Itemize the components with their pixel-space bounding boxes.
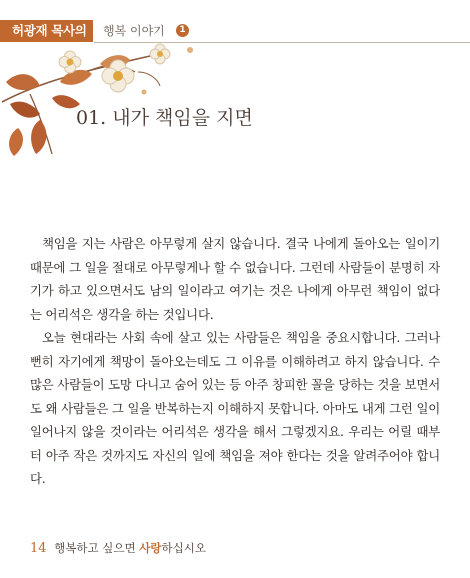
paragraph: 책임을 지는 사람은 아무렇게 살지 않습니다. 결국 나에게 돌아오는 일이기 때문에 그 일을 절대로 아무렇게나 할 수 없습니다. 그런데 사람들이 분명히 자기가 하고 있으면서도 남의 일이라고 여기는 것은 나에게 아무런 책임이 없다는 어리석은 생각을 하는 것입니다. — [30, 236, 440, 322]
book-title-emphasis: 사랑 — [139, 541, 162, 555]
header-volume-badge: 1 — [176, 24, 189, 37]
body-text — [30, 232, 440, 491]
page-footer — [30, 540, 206, 556]
paragraph: 오늘 현대라는 사회 속에 살고 있는 사람들은 책임을 중요시합니다. 그러나 뻔히 자기에게 책망이 돌아오는데도 그 이유를 이해하려고 하지 않습니다. 수많은 사람들이 도망 다니고 숨어 있는 등 아주 창피한 꼴을 당하는 것을 보면서도 왜 사람들은 그 일을 반복하는지 이해하지 못합니다. 아마도 내게 그런 일이 일어나지 않을 것이라는 어리석은 생각을 해서 그렇겠지요. 우리는 어릴 때부터 아주 작은 것까지도 자신의 일에 책임을 져야 한다는 것을 알려주어야 합니다. — [30, 330, 440, 486]
book-title-part: 하십시오 — [161, 541, 206, 555]
header-series-label: 행복 이야기 — [103, 24, 165, 38]
header-author-label: 허광재 목사의 — [0, 20, 93, 42]
chapter-title — [76, 103, 253, 130]
flower-illustration — [0, 42, 200, 160]
chapter-number: 01. — [76, 107, 107, 129]
book-title-part: 행복하고 싶으면 — [54, 541, 140, 555]
page-number: 14 — [30, 541, 47, 556]
chapter-heading: 내가 책임을 지면 — [112, 107, 253, 129]
running-header — [0, 20, 470, 42]
